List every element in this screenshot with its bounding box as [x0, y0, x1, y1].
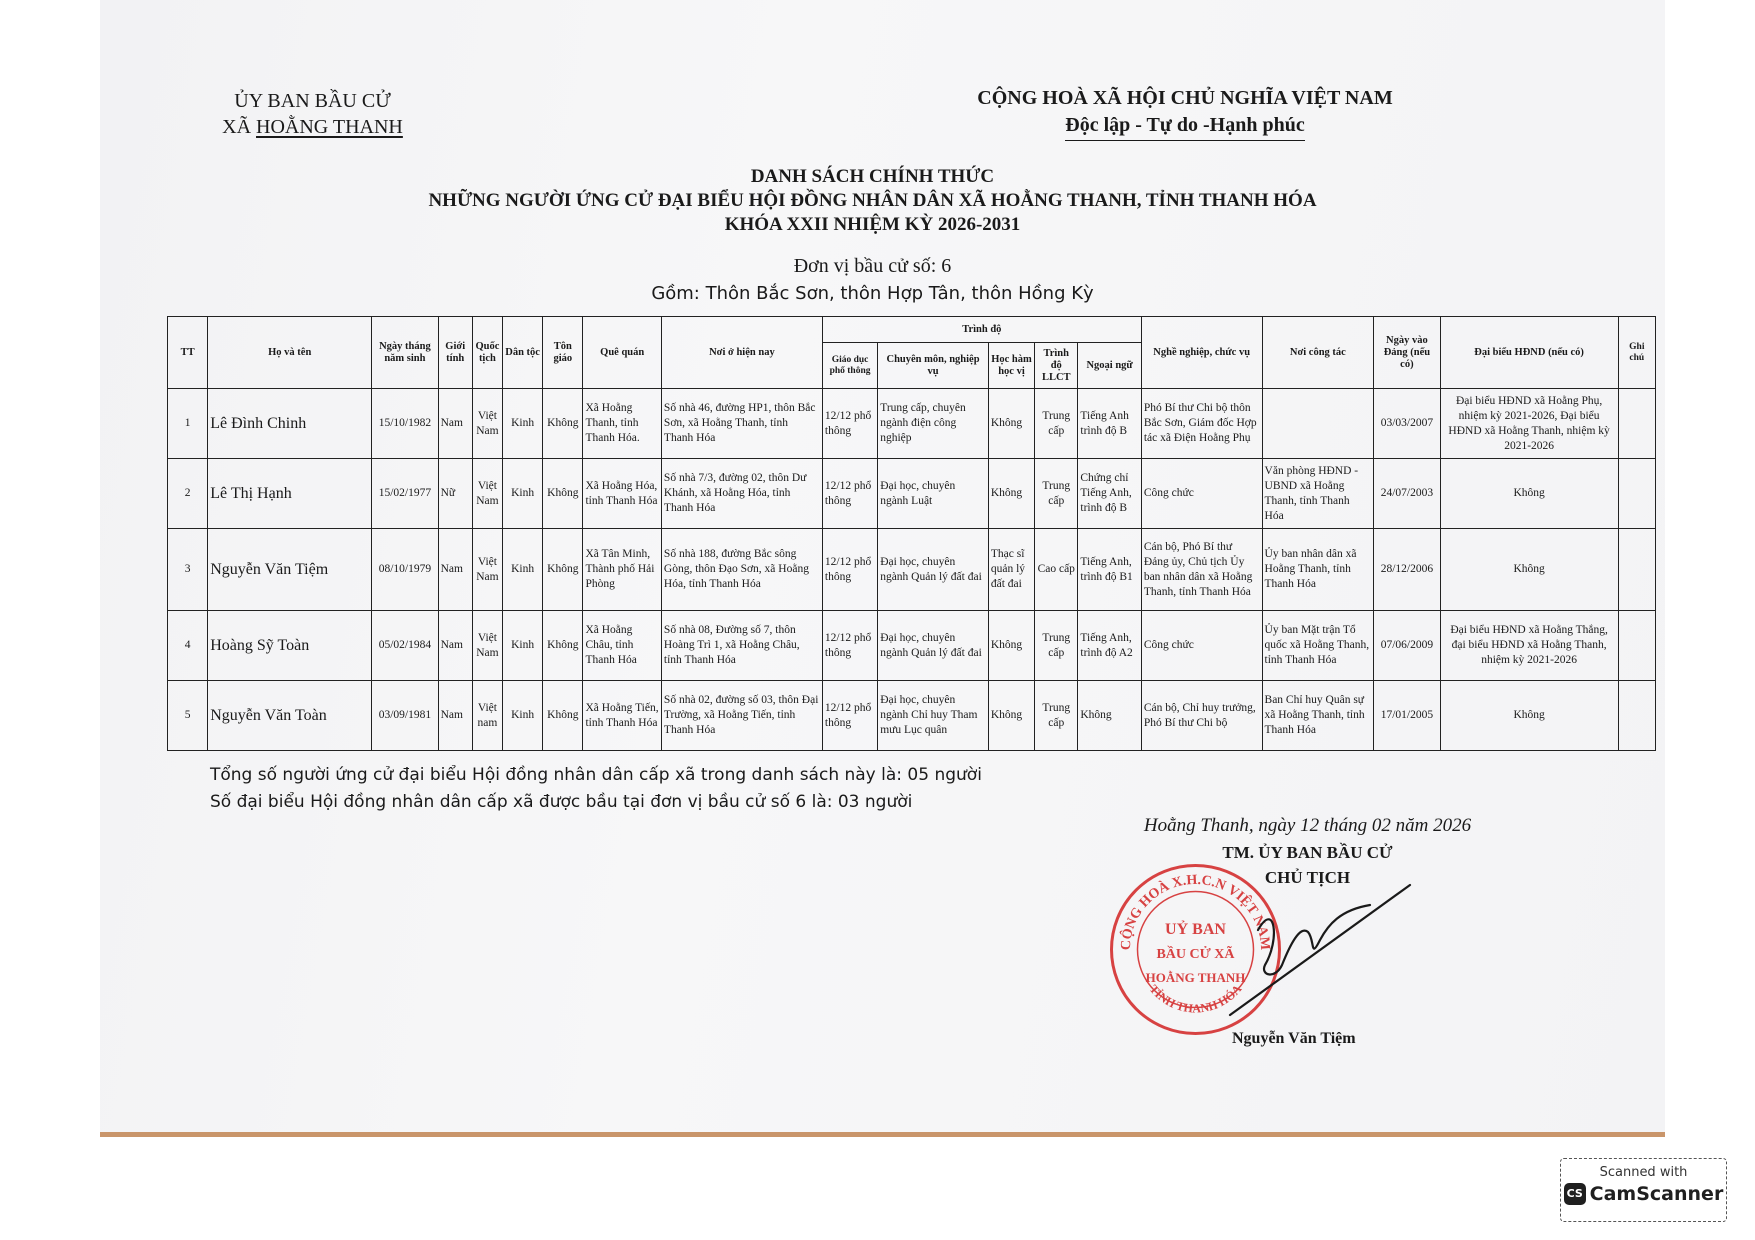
cell-political: Trung cấp: [1035, 681, 1078, 751]
electoral-unit: Đơn vị bầu cử số: 6: [793, 255, 952, 277]
cell-general-edu: 12/12 phổ thông: [822, 529, 877, 611]
header-residence: Nơi ở hiện nay: [661, 317, 822, 389]
cell-hometown: Xã Tân Minh, Thành phố Hải Phòng: [583, 529, 661, 611]
cell-religion: Không: [543, 681, 583, 751]
header-note: Ghi chú: [1618, 317, 1655, 389]
cell-name: Nguyễn Văn Toàn: [208, 681, 372, 751]
cell-gender: Nam: [438, 611, 472, 681]
cell-residence: Số nhà 02, đường số 03, thôn Đại Trường, xã Hoằng Tiến, tỉnh Thanh Hóa: [661, 681, 822, 751]
cell-note: [1618, 389, 1655, 459]
document-title: [300, 165, 1445, 237]
camscanner-logo-icon: CS: [1564, 1183, 1586, 1205]
table-row: [168, 611, 1656, 681]
cell-party-date: 28/12/2006: [1374, 529, 1440, 611]
cell-language: Tiếng Anh, trình độ A2: [1078, 611, 1141, 681]
cell-academic: Không: [988, 459, 1034, 529]
cell-political: Trung cấp: [1035, 611, 1078, 681]
header-religion: Tôn giáo: [543, 317, 583, 389]
header-workplace: Nơi công tác: [1262, 317, 1374, 389]
header-dob: Ngày tháng năm sinh: [372, 317, 438, 389]
cell-religion: Không: [543, 611, 583, 681]
watermark-caption: Scanned with: [1599, 1165, 1688, 1180]
cell-dob: 03/09/1981: [372, 681, 438, 751]
cell-dob: 15/10/1982: [372, 389, 438, 459]
electoral-unit-includes: Gồm: Thôn Bắc Sơn, thôn Hợp Tân, thôn Hồng Kỳ: [651, 283, 1094, 304]
cell-nationality: Việt Nam: [472, 611, 502, 681]
issuer-header: [205, 88, 420, 140]
cell-party-date: 24/07/2003: [1374, 459, 1440, 529]
cell-gender: Nam: [438, 681, 472, 751]
cell-general-edu: 12/12 phổ thông: [822, 389, 877, 459]
seal-center-line1: UỶ BAN: [1165, 921, 1226, 938]
issuer-prefix: XÃ: [222, 116, 257, 138]
cell-language: Không: [1078, 681, 1141, 751]
cell-language: Tiếng Anh trình độ B: [1078, 389, 1141, 459]
cell-occupation: Cán bộ, Chỉ huy trưởng, Phó Bí thư Chi bộ: [1141, 681, 1262, 751]
cell-nationality: Việt nam: [472, 681, 502, 751]
cell-delegate: Không: [1440, 529, 1618, 611]
cell-workplace: Ủy ban nhân dân xã Hoằng Thanh, tỉnh Thanh Hóa: [1262, 529, 1374, 611]
cell-tt: 2: [168, 459, 208, 529]
header-academic: Học hàm học vị: [988, 343, 1034, 389]
header-education-group: Trình độ: [822, 317, 1141, 343]
title-line2: NHỮNG NGƯỜI ỨNG CỬ ĐẠI BIỂU HỘI ĐỒNG NHÂN DÂN XÃ HOẰNG THANH, TỈNH THANH HÓA: [428, 190, 1317, 211]
paper-edge: [100, 1132, 1665, 1137]
signing-org: TM. ỦY BAN BẦU CỬ: [1222, 843, 1393, 862]
place-date: Hoằng Thanh, ngày 12 tháng 02 năm 2026: [1143, 815, 1472, 836]
header-ethnicity: Dân tộc: [502, 317, 542, 389]
cell-academic: Không: [988, 389, 1034, 459]
cell-note: [1618, 611, 1655, 681]
header-gender: Giới tính: [438, 317, 472, 389]
cell-tt: 1: [168, 389, 208, 459]
candidates-table: [167, 316, 1656, 751]
header-tt: TT: [168, 317, 208, 389]
cell-residence: Số nhà 7/3, đường 02, thôn Dư Khánh, xã Hoằng Hóa, tỉnh Thanh Hóa: [661, 459, 822, 529]
cell-party-date: 07/06/2009: [1374, 611, 1440, 681]
cell-dob: 05/02/1984: [372, 611, 438, 681]
cell-gender: Nam: [438, 389, 472, 459]
table-row: [168, 459, 1656, 529]
seal-center-line3: HOẰNG THANH: [1145, 970, 1246, 985]
cell-delegate: Không: [1440, 681, 1618, 751]
header-delegate: Đại biểu HĐND (nếu có): [1440, 317, 1618, 389]
cell-political: Trung cấp: [1035, 459, 1078, 529]
cell-specialty: Trung cấp, chuyên ngành điện công nghiệp: [878, 389, 989, 459]
cell-occupation: Phó Bí thư Chi bộ thôn Bắc Sơn, Giám đốc Hợp tác xã Điện Hoằng Phụ: [1141, 389, 1262, 459]
cell-note: [1618, 529, 1655, 611]
cell-residence: Số nhà 188, đường Bắc sông Gòng, thôn Đạo Sơn, xã Hoằng Hóa, tỉnh Thanh Hóa: [661, 529, 822, 611]
cell-religion: Không: [543, 389, 583, 459]
cell-tt: 5: [168, 681, 208, 751]
cell-hometown: Xã Hoằng Tiến, tỉnh Thanh Hóa: [583, 681, 661, 751]
cell-language: Tiếng Anh, trình độ B1: [1078, 529, 1141, 611]
cell-ethnicity: Kinh: [502, 681, 542, 751]
header-name: Họ và tên: [208, 317, 372, 389]
national-title: CỘNG HOÀ XÃ HỘI CHỦ NGHĨA VIỆT NAM: [977, 87, 1393, 109]
cell-religion: Không: [543, 459, 583, 529]
cell-residence: Số nhà 08, Đường số 7, thôn Hoàng Trì 1, xã Hoằng Châu, tỉnh Thanh Hóa: [661, 611, 822, 681]
issuer-line1: ỦY BAN BẦU CỬ: [234, 90, 391, 112]
table-header-row: [168, 317, 1656, 343]
header-political: Trình độ LLCT: [1035, 343, 1078, 389]
table-row: [168, 681, 1656, 751]
signing-role: CHỦ TỊCH: [1264, 868, 1351, 887]
cell-occupation: Công chức: [1141, 459, 1262, 529]
cell-note: [1618, 681, 1655, 751]
cell-language: Chứng chỉ Tiếng Anh, trình độ B: [1078, 459, 1141, 529]
total-candidates: Tổng số người ứng cử đại biểu Hội đồng nhân dân cấp xã trong danh sách này là: 05 người: [210, 765, 982, 785]
cell-party-date: 03/03/2007: [1374, 389, 1440, 459]
cell-specialty: Đại học, chuyên ngành Quản lý đất đai: [878, 611, 989, 681]
watermark-brand: CamScanner: [1589, 1183, 1724, 1205]
electoral-unit-block: [300, 253, 1445, 307]
seats-to-elect: Số đại biểu Hội đồng nhân dân cấp xã được bầu tại đơn vị bầu cử số 6 là: 03 người: [210, 792, 913, 812]
cell-general-edu: 12/12 phổ thông: [822, 611, 877, 681]
cell-occupation: Cán bộ, Phó Bí thư Đảng ủy, Chủ tịch Ủy ban nhân dân xã Hoằng Thanh, tỉnh Thanh Hóa: [1141, 529, 1262, 611]
cell-nationality: Việt Nam: [472, 389, 502, 459]
seal-ring-text: CỘNG HOÀ X.H.C.N VIỆT NAM: [1118, 872, 1273, 951]
handwritten-signature: [1220, 870, 1420, 1020]
cell-ethnicity: Kinh: [502, 611, 542, 681]
cell-specialty: Đại học, chuyên ngành Quản lý đất đai: [878, 529, 989, 611]
cell-political: Trung cấp: [1035, 389, 1078, 459]
header-specialty: Chuyên môn, nghiệp vụ: [878, 343, 989, 389]
cell-workplace: Ban Chỉ huy Quân sự xã Hoằng Thanh, tỉnh Thanh Hóa: [1262, 681, 1374, 751]
header-occupation: Nghề nghiệp, chức vụ: [1141, 317, 1262, 389]
cell-academic: Thạc sĩ quản lý đất đai: [988, 529, 1034, 611]
title-line3: KHÓA XXII NHIỆM KỲ 2026-2031: [724, 214, 1021, 235]
cell-ethnicity: Kinh: [502, 459, 542, 529]
issuer-commune: HOẰNG THANH: [256, 116, 403, 138]
cell-ethnicity: Kinh: [502, 529, 542, 611]
cell-workplace: Ủy ban Mặt trận Tổ quốc xã Hoằng Thanh, tỉnh Thanh Hóa: [1262, 611, 1374, 681]
cell-name: Hoàng Sỹ Toàn: [208, 611, 372, 681]
signer-name: Nguyễn Văn Tiệm: [1232, 1030, 1356, 1047]
header-nationality: Quốc tịch: [472, 317, 502, 389]
cell-hometown: Xã Hoằng Hóa, tỉnh Thanh Hóa: [583, 459, 661, 529]
national-motto: Độc lập - Tự do -Hạnh phúc: [1065, 112, 1304, 141]
issuer-line2: [205, 114, 420, 140]
header-party-date: Ngày vào Đảng (nếu có): [1374, 317, 1440, 389]
camscanner-watermark: [1560, 1158, 1727, 1222]
cell-specialty: Đại học, chuyên ngành Chỉ huy Tham mưu Lục quân: [878, 681, 989, 751]
cell-political: Cao cấp: [1035, 529, 1078, 611]
cell-tt: 4: [168, 611, 208, 681]
cell-tt: 3: [168, 529, 208, 611]
cell-delegate: Đại biểu HĐND xã Hoằng Phụ, nhiệm kỳ 2021-2026, Đại biểu HĐND xã Hoằng Thanh, nhiệm kỳ 2021-2026: [1440, 389, 1618, 459]
cell-name: Lê Đình Chinh: [208, 389, 372, 459]
seal-center-line2: BẦU CỬ XÃ: [1156, 947, 1235, 962]
cell-name: Nguyễn Văn Tiệm: [208, 529, 372, 611]
cell-academic: Không: [988, 611, 1034, 681]
cell-residence: Số nhà 46, đường HP1, thôn Bắc Sơn, xã Hoằng Thanh, tỉnh Thanh Hóa: [661, 389, 822, 459]
table-row: [168, 529, 1656, 611]
header-language: Ngoại ngữ: [1078, 343, 1141, 389]
cell-workplace: [1262, 389, 1374, 459]
cell-name: Lê Thị Hạnh: [208, 459, 372, 529]
cell-gender: Nam: [438, 529, 472, 611]
cell-religion: Không: [543, 529, 583, 611]
cell-workplace: Văn phòng HĐND - UBND xã Hoằng Thanh, tỉnh Thanh Hóa: [1262, 459, 1374, 529]
cell-ethnicity: Kinh: [502, 389, 542, 459]
cell-hometown: Xã Hoằng Thanh, tỉnh Thanh Hóa.: [583, 389, 661, 459]
cell-delegate: Không: [1440, 459, 1618, 529]
cell-party-date: 17/01/2005: [1374, 681, 1440, 751]
cell-note: [1618, 459, 1655, 529]
title-line1: DANH SÁCH CHÍNH THỨC: [750, 166, 995, 187]
cell-nationality: Việt Nam: [472, 529, 502, 611]
cell-specialty: Đại học, chuyên ngành Luật: [878, 459, 989, 529]
header-hometown: Quê quán: [583, 317, 661, 389]
cell-gender: Nữ: [438, 459, 472, 529]
cell-academic: Không: [988, 681, 1034, 751]
cell-nationality: Việt Nam: [472, 459, 502, 529]
seal-bottom-text: TỈNH THANH HÓA: [1146, 981, 1245, 1016]
cell-dob: 08/10/1979: [372, 529, 438, 611]
cell-delegate: Đại biểu HĐND xã Hoằng Thắng, đại biểu HĐND xã Hoằng Thanh, nhiệm kỳ 2021-2026: [1440, 611, 1618, 681]
cell-hometown: Xã Hoằng Châu, tỉnh Thanh Hóa: [583, 611, 661, 681]
totals-block: [210, 762, 982, 816]
cell-dob: 15/02/1977: [372, 459, 438, 529]
cell-occupation: Công chức: [1141, 611, 1262, 681]
header-general-edu: Giáo dục phổ thông: [822, 343, 877, 389]
cell-general-edu: 12/12 phổ thông: [822, 681, 877, 751]
national-header: [970, 85, 1400, 141]
cell-general-edu: 12/12 phổ thông: [822, 459, 877, 529]
table-row: [168, 389, 1656, 459]
